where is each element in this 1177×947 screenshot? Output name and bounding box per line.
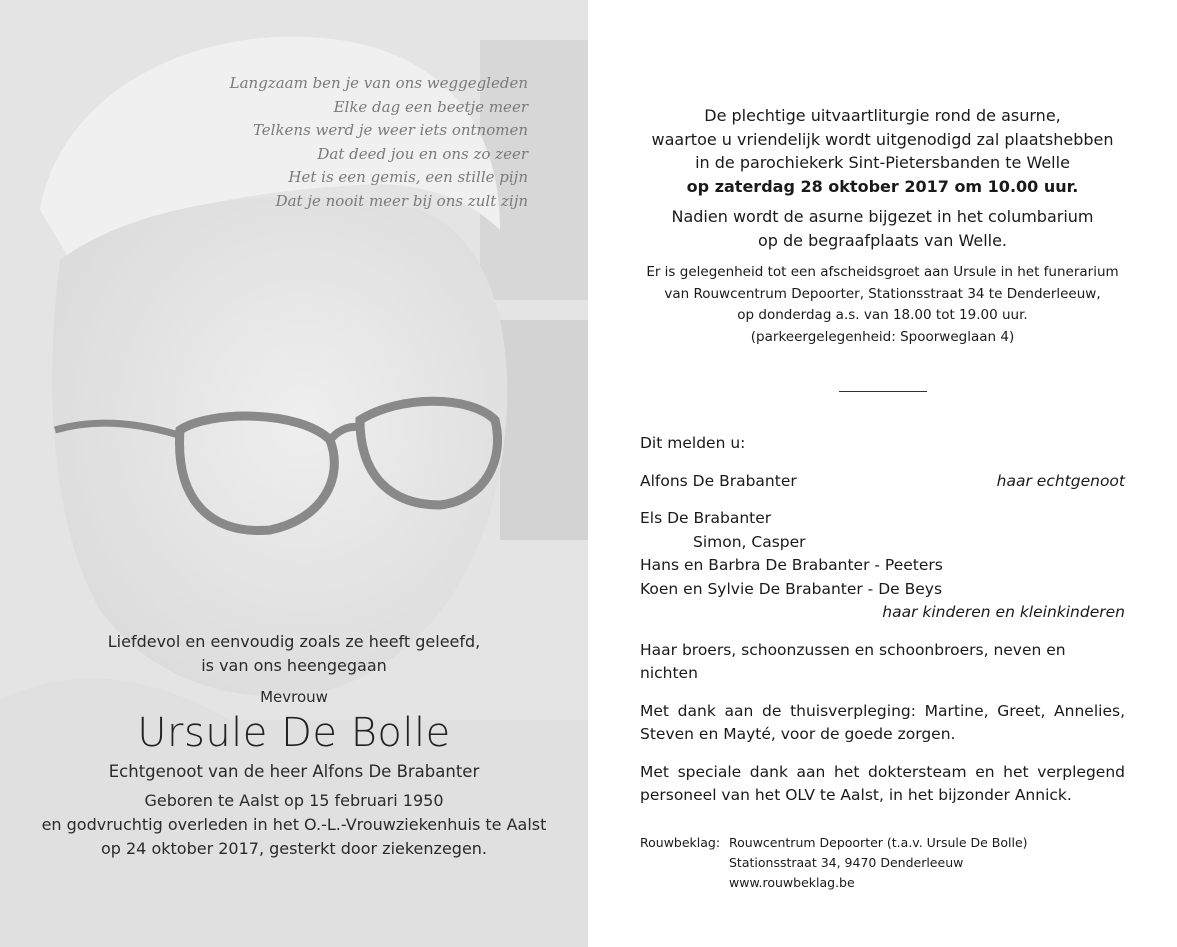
child-name: Hans en Barbra De Brabanter - Peeters [640,556,943,574]
service-line: De plechtige uitvaartliturgie rond de asurne, [704,106,1061,125]
visit-line: Er is gelegenheid tot een afscheidsgroet aan Ursule in het funerarium [646,264,1119,280]
poem-line: Dat je nooit meer bij ons zult zijn [275,191,528,210]
children-role: haar kinderen en kleinkinderen [882,603,1125,621]
divider [839,391,927,392]
poem-line: Het is een gemis, een stille pijn [288,168,528,186]
child-name: Els De Brabanter [640,509,772,527]
family-heading: Dit melden u: [640,434,746,452]
condolence-website: www.rouwbeklag.be [729,875,855,890]
family-list [640,432,1125,822]
visit-line: van Rouwcentrum Depoorter, Stationsstraat 34 te Denderleeuw, [664,285,1101,302]
husband-role: haar echtgenoot [996,471,1125,490]
thanks-line: Met speciale dank aan het doktersteam en het verplegend personeel van het OLV te Aalst, in het bijzonder Annick. [640,762,1125,804]
condolence-line: Stationsstraat 34, 9470 Denderleeuw [729,855,964,870]
bio-line: op 24 oktober 2017, gesterkt door ziekenzegen. [100,839,488,858]
poem [230,72,528,213]
poem-line: Telkens werd je weer iets ontnomen [252,121,528,139]
thanks-line: Met dank aan de thuisverpleging: Martine, Greet, Annelies, Steven en Mayté, voor de goede zorgen. [640,701,1125,743]
bio-line: Geboren te Aalst op 15 februari 1950 [144,791,444,810]
condolence-label: Rouwbeklag: [640,835,721,850]
family-husband [640,470,1125,494]
poem-line: Dat deed jou en ons zo zeer [317,144,528,163]
poem-line: Elke dag een beetje meer [333,97,528,116]
columbarium-info [588,205,1177,252]
husband-name: Alfons De Brabanter [640,471,797,490]
bio-line: en godvruchtig overleden in het O.-L.-Vrouwziekenhuis te Aalst [41,815,547,834]
spouse-line: Echtgenoot van de heer Alfons De Brabanter [108,762,480,781]
deceased-name: Ursule De Bolle [137,710,451,756]
right-panel [588,0,1177,947]
deceased-info [0,630,588,861]
child-name: Koen en Sylvie De Brabanter - De Beys [640,579,943,598]
columbarium-line: op de begraafplaats van Welle. [757,230,1008,250]
grandchildren-names: Simon, Casper [693,532,806,551]
intro-line: is van ons heengegaan [201,656,387,675]
relatives-line: Haar broers, schoonzussen en schoonbroers, neven en nichten [640,640,1066,682]
honorific: Mevrouw [260,688,328,706]
columbarium-line: Nadien wordt de asurne bijgezet in het columbarium [671,207,1094,226]
visit-line: op donderdag a.s. van 18.00 tot 19.00 uur. [737,307,1028,323]
intro-line: Liefdevol en eenvoudig zoals ze heeft geleefd, [107,632,481,651]
condolence-footer [640,833,1028,893]
service-info [588,104,1177,198]
condolence-line: Rouwcentrum Depoorter (t.a.v. Ursule De Bolle) [729,835,1028,850]
visit-line: (parkeergelegenheid: Spoorweglaan 4) [750,328,1015,345]
service-date: op zaterdag 28 oktober 2017 om 10.00 uur. [686,176,1079,196]
left-panel [0,0,588,947]
service-line: waartoe u vriendelijk wordt uitgenodigd zal plaatshebben [651,129,1114,149]
family-children [640,507,1125,625]
service-line: in de parochiekerk Sint-Pietersbanden te Welle [695,153,1070,172]
visitation-info [588,262,1177,348]
poem-line: Langzaam ben je van ons weggegleden [229,74,528,92]
